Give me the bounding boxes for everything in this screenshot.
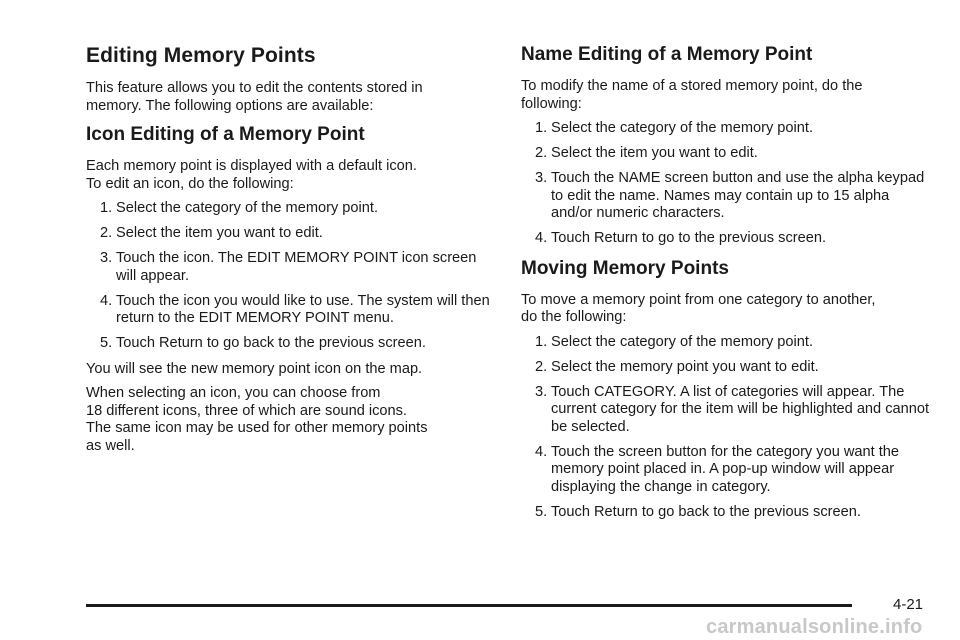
step-text: Touch Return to go back to the previous screen.	[551, 503, 861, 520]
step-number: 4.	[535, 230, 548, 246]
step-text: Touch Return to go to the previous screen.	[551, 230, 827, 246]
step-number: 4.	[100, 292, 113, 309]
step-number: 5.	[535, 503, 548, 520]
step-number: 3.	[100, 250, 113, 266]
step-number: 2.	[100, 225, 113, 241]
step-number: 1.	[535, 333, 548, 350]
step-number: 3.	[535, 383, 548, 400]
step-text: Touch the icon. The EDIT MEMORY POINT icon screen will appear.	[116, 250, 477, 284]
page-number: 4-21	[893, 596, 924, 613]
name-editing-heading: Name Editing of a Memory Point	[521, 44, 813, 65]
step-text: Select the item you want to edit.	[551, 145, 758, 161]
step-text: Select the category of the memory point.	[116, 200, 379, 216]
step-text: Touch the NAME screen button and use the alpha keypad to edit the name. Names may contain up to 15 alpha and/or numeric characters.	[551, 170, 925, 221]
name-editing-steps	[521, 120, 931, 248]
footer-divider	[86, 604, 852, 607]
step-number: 5.	[100, 335, 113, 351]
intro-paragraph: This feature allows you to edit the contents stored in memory. The following options are available:	[86, 80, 423, 114]
list-item	[521, 444, 931, 497]
step-number: 1.	[100, 200, 113, 216]
list-item	[521, 359, 931, 377]
icon-note-map: You will see the new memory point icon on the map.	[86, 360, 423, 377]
step-text: Select the memory point you want to edit.	[551, 358, 819, 375]
moving-heading: Moving Memory Points	[521, 257, 729, 279]
list-item	[521, 170, 931, 223]
step-text: Touch Return to go back to the previous screen.	[116, 335, 426, 351]
list-item	[521, 504, 931, 522]
list-item	[86, 250, 496, 285]
step-number: 2.	[535, 145, 548, 161]
list-item	[86, 293, 496, 328]
list-item	[86, 200, 496, 218]
step-text: Select the item you want to edit.	[116, 225, 323, 241]
name-editing-intro: To modify the name of a stored memory point, do the following:	[521, 78, 863, 112]
left-column	[86, 42, 496, 462]
moving-steps	[521, 334, 931, 522]
watermark: carmanualsonline.info	[706, 616, 923, 638]
step-text: Touch the icon you would like to use. The system will then return to the EDIT MEMORY POINT menu.	[116, 292, 490, 326]
step-text: Touch CATEGORY. A list of categories will appear. The current category for the item will be highlighted and cannot be selected.	[551, 383, 930, 435]
icon-note-choices: When selecting an icon, you can choose from 18 different icons, three of which are sound icons. The same icon may be used for other memory points as well.	[86, 385, 428, 454]
page-title: Editing Memory Points	[86, 44, 316, 67]
step-number: 2.	[535, 358, 548, 375]
list-item	[86, 225, 496, 243]
list-item	[521, 334, 931, 352]
list-item	[86, 335, 496, 353]
list-item	[521, 120, 931, 138]
step-text: Select the category of the memory point.	[551, 120, 814, 136]
list-item	[521, 230, 931, 248]
icon-editing-heading: Icon Editing of a Memory Point	[86, 124, 365, 145]
step-number: 1.	[535, 120, 548, 136]
step-text: Touch the screen button for the category you want the memory point placed in. A pop-up window will appear displaying the change in category.	[551, 443, 900, 495]
list-item	[521, 384, 931, 437]
icon-editing-steps	[86, 200, 496, 353]
step-number: 4.	[535, 443, 548, 460]
right-column	[521, 42, 931, 529]
step-text: Select the category of the memory point.	[551, 333, 814, 350]
step-number: 3.	[535, 170, 548, 186]
moving-intro: To move a memory point from one category to another, do the following:	[521, 291, 876, 325]
icon-editing-intro: Each memory point is displayed with a default icon. To edit an icon, do the following:	[86, 158, 417, 192]
list-item	[521, 145, 931, 163]
